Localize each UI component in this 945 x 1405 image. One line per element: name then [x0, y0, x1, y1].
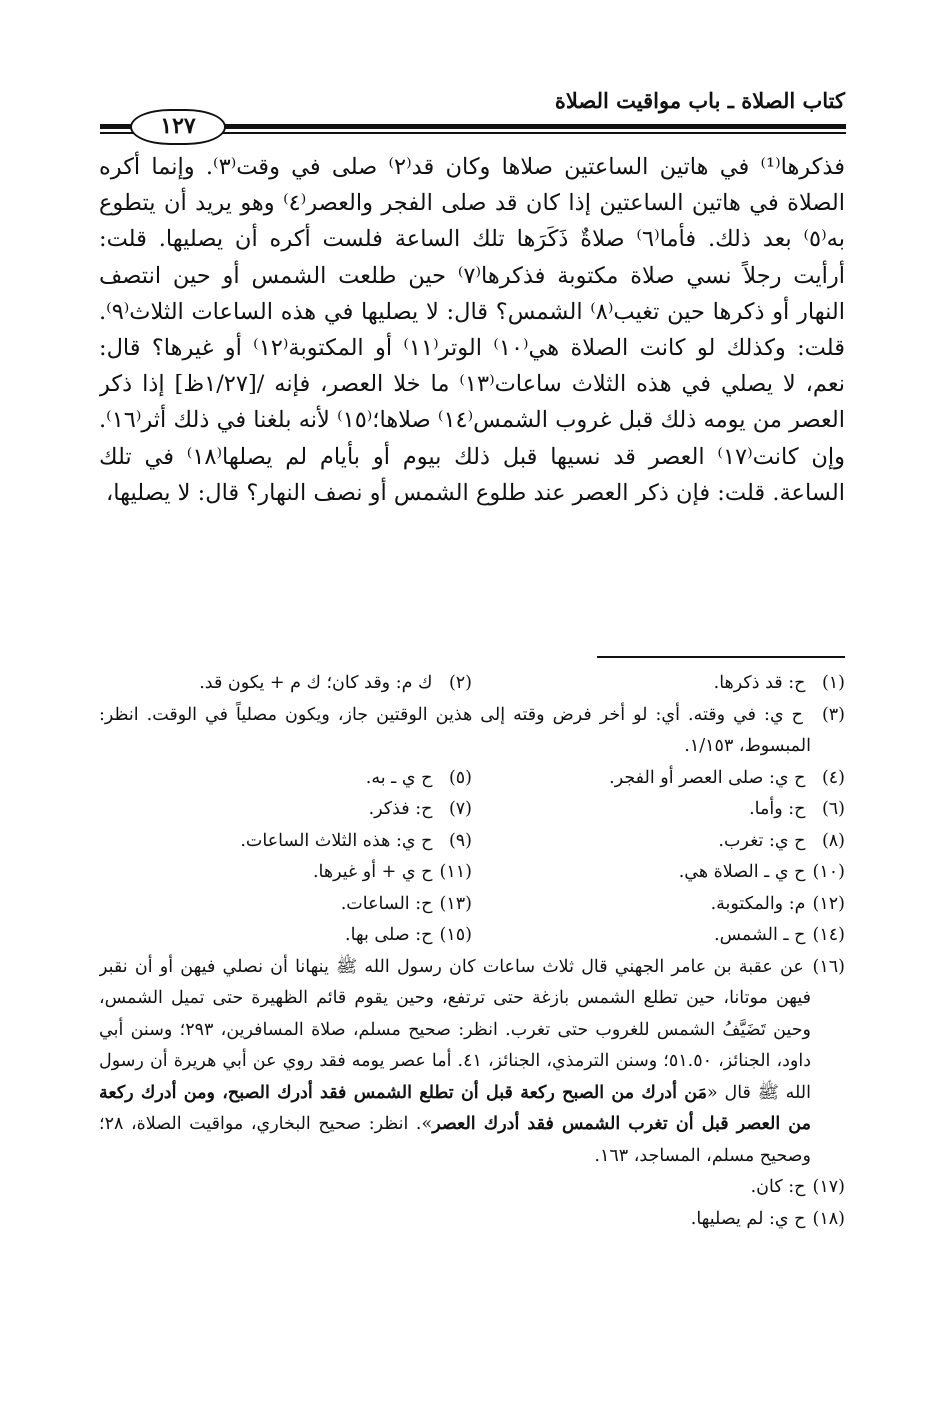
hadith-quote-bold: مَن أدرك من الصبح ركعة قبل أن تطلع الشمس فقد أدرك الصبح، ومن أدرك ركعة من العصر قبل أن تغرب الشمس فقد أدرك العصر: [99, 1082, 811, 1134]
footnote-text: ح ـ الشمس.: [714, 925, 806, 945]
footnotes: [99, 668, 845, 1348]
footnote-number: (٥): [448, 767, 472, 788]
footnote-number: (٣): [821, 704, 845, 725]
footnote-number: (٧): [448, 799, 472, 819]
footnote-text: ». انظر: صحيح البخاري، مواقيت الصلاة، ٢٨؛ وصحيح مسلم، المساجد، ١٦٣.: [99, 1114, 811, 1166]
footnote-text: ح ي + أو غيرها.: [312, 862, 433, 882]
footnote-number: (١٦): [812, 956, 845, 977]
footnote-text: ح ي: صلى العصر أو الفجر.: [609, 767, 806, 788]
footnote-12: [472, 889, 845, 921]
footnote-text: ح: الساعات.: [340, 893, 433, 914]
footnote-row: [99, 763, 845, 795]
footnote-13: [99, 889, 472, 921]
footnote-2: [99, 668, 472, 700]
footnote-row: [99, 1204, 845, 1236]
footnote-number: (١٠): [812, 862, 845, 882]
footnote-separator: [597, 656, 845, 658]
footnote-number: (٤): [821, 767, 845, 788]
footnote-17: [99, 1172, 845, 1204]
footnote-row: [99, 920, 845, 952]
footnote-number: (١٨): [812, 1208, 845, 1229]
footnote-row: [99, 889, 845, 921]
footnote-row: [99, 952, 845, 1173]
footnote-number: (١٢): [812, 893, 845, 914]
footnote-14: [472, 920, 845, 952]
footnote-3: [99, 700, 845, 763]
footnote-16: [99, 952, 845, 1173]
footnote-number: (١٣): [439, 893, 472, 914]
footnote-7: [99, 794, 472, 826]
footnote-text: عن عقبة بن عامر الجهني قال ثلاث ساعات كان رسول الله ﷺ ينهانا أن نصلي فيهن أو أن نقبر فيهن موتانا، حين تطلع الشمس بازغة حتى ترتفع، وحين يقوم قائم الظهيرة حتى تميل الشمس، وحين تَضَيَّفُ الشمس للغروب حتى تغرب. انظر: صحيح مسلم، صلاة المسافرين، ٢٩٣؛ وسنن أبي داود، الجنائز، ٥١.٥٠؛ وسنن الترمذي، الجنائز، ٤١. أما عصر يومه فقد روي عن أبي هريرة أن رسول الله ﷺ قال «: [99, 956, 812, 1103]
footnote-number: (٢): [448, 673, 472, 693]
footnote-row: [99, 700, 845, 763]
footnote-number: (٩): [448, 830, 472, 851]
footnote-text: ح: صلى بها.: [345, 925, 433, 945]
footnote-text: ح ي ـ به.: [365, 767, 433, 788]
page-number: ١٢٧: [160, 113, 196, 139]
footnote-8: [472, 826, 845, 858]
footnote-number: (١٥): [439, 925, 472, 945]
footnote-text: م: والمكتوبة.: [710, 893, 806, 914]
footnote-text: ح: كان.: [750, 1177, 806, 1197]
footnote-number: (١): [821, 673, 845, 693]
running-head-title: كتاب الصلاة ـ باب مواقيت الصلاة: [554, 88, 845, 113]
footnote-4: [472, 763, 845, 795]
footnote-number: (٨): [821, 830, 845, 851]
footnote-15: [99, 920, 472, 952]
footnote-text: ح: وأما.: [749, 799, 806, 819]
footnote-10: [472, 857, 845, 889]
footnote-row: [99, 857, 845, 889]
footnote-9: [99, 826, 472, 858]
footnote-1: [472, 668, 845, 700]
footnote-text: ح ي: هذه الثلاث الساعات.: [240, 830, 433, 851]
main-body-text: فذكرها⁽¹⁾ في هاتين الساعتين صلاها وكان قد⁽٢⁾ صلى في وقت⁽٣⁾. وإنما أكره الصلاة في هاتين الساعتين إذا كان قد صلى الفجر والعصر⁽٤⁾ وهو يريد أن يتطوع به⁽٥⁾ بعد ذلك. فأما⁽٦⁾ صلاةٌ ذَكَرَها تلك الساعة فلست أكره أن يصليها. قلت: أرأيت رجلاً نسي صلاة مكتوبة فذكرها⁽٧⁾ حين طلعت الشمس أو حين انتصف النهار أو ذكرها حين تغيب⁽٨⁾ الشمس؟ قال: لا يصليها في هذه الساعات الثلاث⁽٩⁾. قلت: وكذلك لو كانت الصلاة هي⁽١٠⁾ الوتر⁽١١⁾ أو المكتوبة⁽١٢⁾ أو غيرها؟ قال: نعم، لا يصلي في هذه الثلاث ساعات⁽١٣⁾ ما خلا العصر، فإنه /[١/٢٧ظ] إذا ذكر العصر من يومه ذلك قبل غروب الشمس⁽١٤⁾ صلاها؛⁽١٥⁾ لأنه بلغنا في ذلك أثر⁽١٦⁾. وإن كانت⁽١٧⁾ العصر قد نسيها قبل ذلك بيوم أو بأيام لم يصلها⁽١٨⁾ في تلك الساعة. قلت: فإن ذكر العصر عند طلوع الشمس أو نصف النهار؟ قال: لا يصليها،: [99, 154, 845, 506]
footnote-18: [99, 1204, 845, 1236]
footnote-text: ح ي: تغرب.: [718, 830, 806, 851]
footnote-5: [99, 763, 472, 795]
page-number-badge: [130, 109, 226, 145]
footnote-row: [99, 668, 845, 700]
footnote-number: (٦): [821, 799, 845, 819]
footnote-text: ح: قد ذكرها.: [713, 673, 806, 693]
footnote-row: [99, 1172, 845, 1204]
footnote-row: [99, 826, 845, 858]
footnote-row: [99, 794, 845, 826]
footnote-number: (١٧): [812, 1177, 845, 1197]
footnote-6: [472, 794, 845, 826]
footnote-text: ح: فذكر.: [368, 799, 433, 819]
footnote-number: (١١): [439, 862, 472, 882]
footnote-text: ح ي: في وقته. أي: لو أخر فرض وقته إلى هذين الوقتين جاز، ويكون مصلياً في الوقت. انظر: المبسوط، ١/١٥٣.: [99, 704, 811, 756]
footnote-11: [99, 857, 472, 889]
footnote-text: ك م: وقد كان؛ ك م + يكون قد.: [199, 673, 433, 693]
footnote-number: (١٤): [812, 925, 845, 945]
footnote-text: ح ي ـ الصلاة هي.: [678, 862, 806, 882]
footnote-text: ح ي: لم يصليها.: [690, 1208, 806, 1229]
